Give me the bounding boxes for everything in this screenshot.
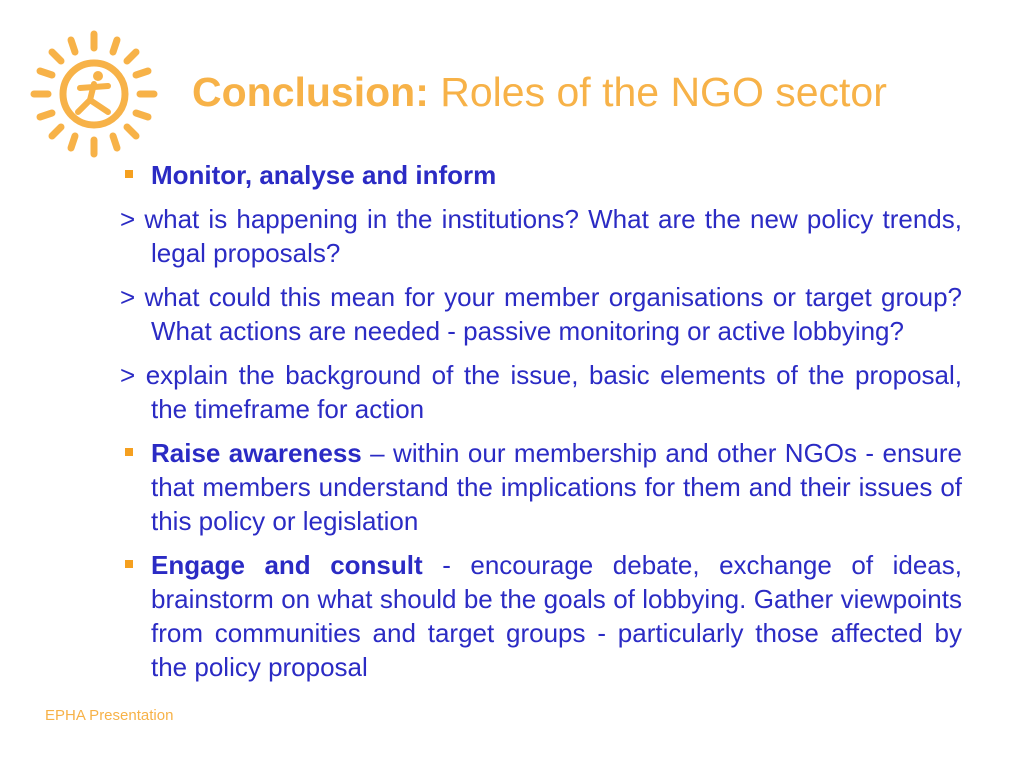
- title-bold-part: Conclusion:: [192, 69, 429, 115]
- bullet-item: [120, 548, 962, 684]
- slide-title: [192, 66, 887, 118]
- bullet-text: – within our membership and other NGOs - ensure that members understand the implications for them and their issues of this policy or legislation: [151, 438, 962, 536]
- slide-body: [120, 158, 962, 694]
- footer-label: EPHA Presentation: [45, 707, 174, 724]
- square-bullet-icon: [125, 448, 133, 456]
- square-bullet-icon: [125, 560, 133, 568]
- title-rest-part: Roles of the NGO sector: [428, 69, 887, 115]
- bullet-text: - encourage debate, exchange of ideas, brainstorm on what should be the goals of lobbying. Gather viewpoints from communities and target groups - particularly those affected by the policy proposal: [151, 550, 962, 682]
- bullet-heading: Engage and consult: [151, 550, 423, 580]
- sun-figure-logo-icon: [28, 28, 160, 160]
- bullet-heading: Raise awareness: [151, 438, 362, 468]
- sub-point: > what is happening in the institutions? What are the new policy trends, legal proposals?: [120, 204, 962, 268]
- sub-point: > what could this mean for your member organisations or target group? What actions are needed - passive monitoring or active lobbying?: [120, 282, 962, 346]
- sub-point: > explain the background of the issue, basic elements of the proposal, the timeframe for action: [120, 360, 962, 424]
- bullet-item: [120, 158, 962, 192]
- bullet-item: [120, 436, 962, 538]
- bullet-heading: Monitor, analyse and inform: [151, 160, 497, 190]
- square-bullet-icon: [125, 170, 133, 178]
